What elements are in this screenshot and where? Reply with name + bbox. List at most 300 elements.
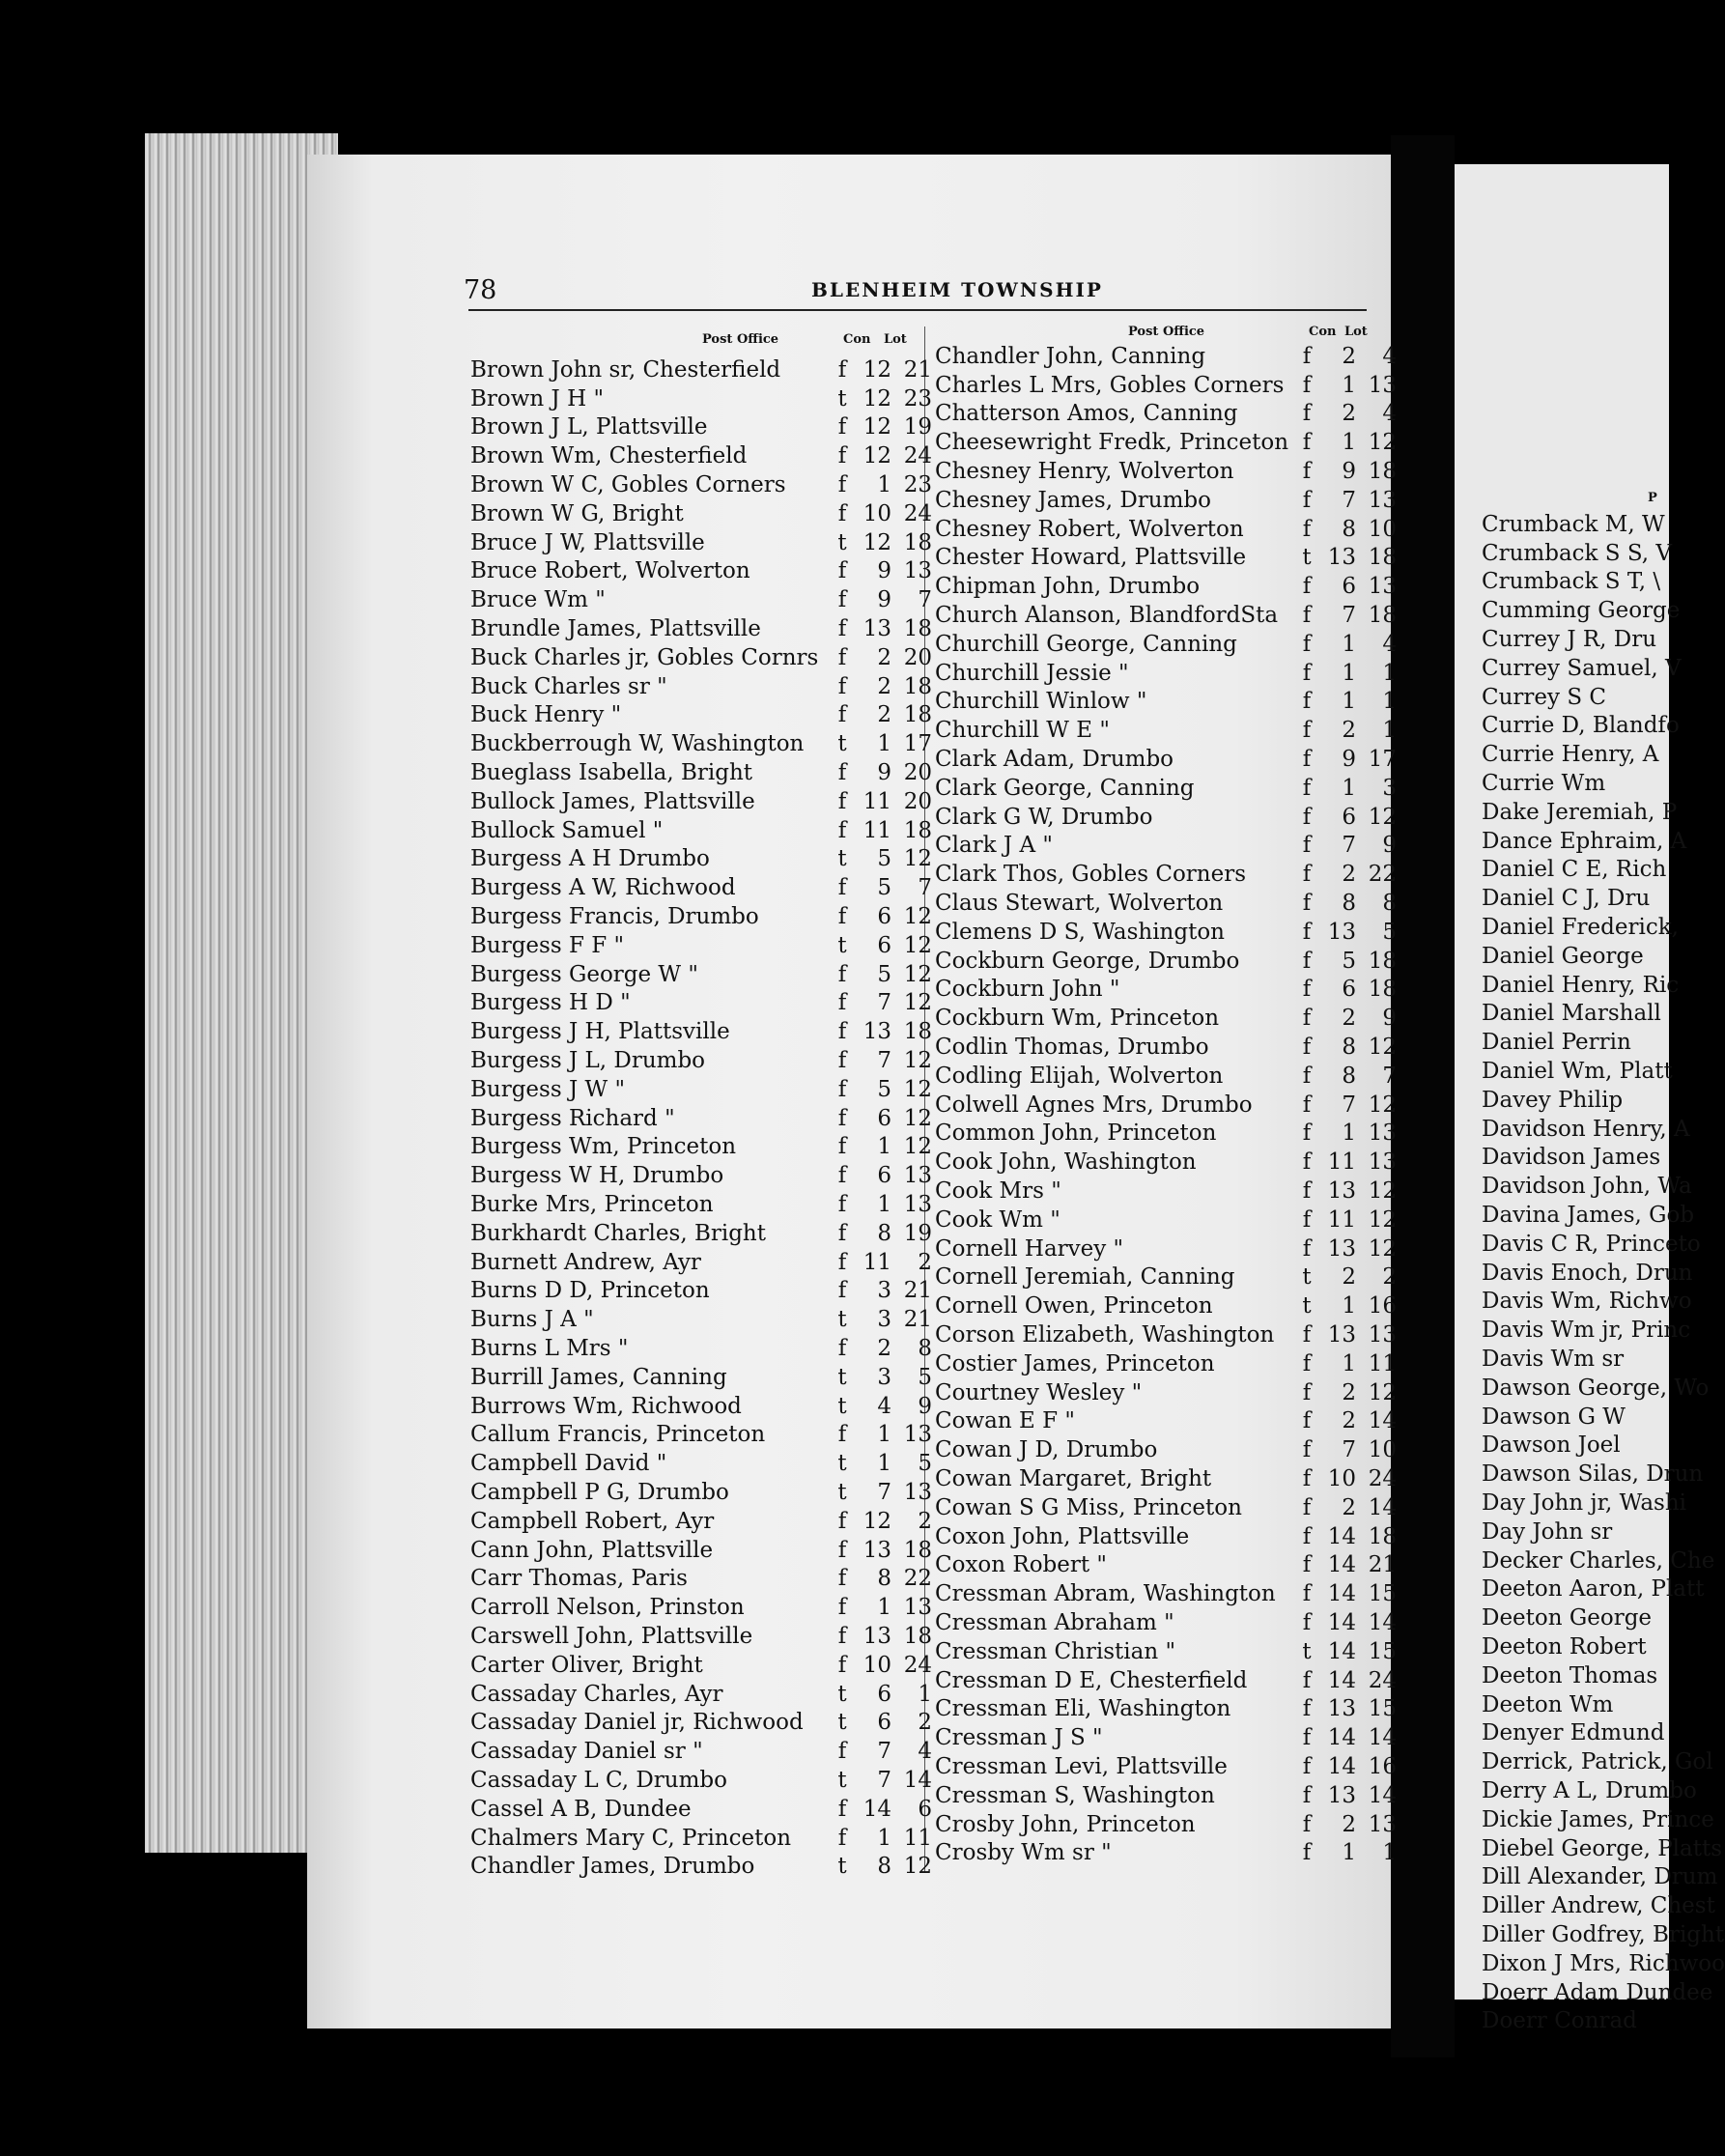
concession-number: 14: [1327, 1638, 1356, 1664]
owner-tenant-code: f: [837, 1019, 847, 1045]
lot-number: 20: [903, 644, 932, 670]
directory-entry: [935, 1320, 1397, 1349]
owner-tenant-code: f: [837, 1220, 847, 1246]
entry-name: Clemens D S, Washington: [935, 919, 1225, 945]
partial-directory-entry: Davis C R, Princeto: [1482, 1231, 1701, 1257]
directory-entry: [470, 1708, 932, 1737]
lot-number: 13: [1368, 1811, 1397, 1837]
owner-tenant-code: t: [837, 1393, 847, 1419]
concession-number: 1: [877, 472, 891, 498]
concession-number: 14: [1327, 1523, 1356, 1549]
lot-number: 12: [1368, 1206, 1397, 1233]
directory-entry: [935, 1349, 1397, 1378]
entry-name: Cook Wm ": [935, 1206, 1060, 1233]
entry-name: Cressman Eli, Washington: [935, 1696, 1231, 1722]
partial-directory-entry: Currey J R, Dru: [1482, 627, 1657, 653]
concession-number: 8: [1342, 1035, 1356, 1061]
lot-number: 10: [1368, 516, 1397, 542]
entry-name: Codlin Thomas, Drumbo: [935, 1035, 1209, 1061]
directory-entry: [935, 745, 1397, 774]
owner-tenant-code: f: [837, 1335, 847, 1361]
directory-entry: [935, 1004, 1397, 1033]
owner-tenant-code: f: [1302, 1149, 1312, 1176]
owner-tenant-code: f: [1302, 747, 1312, 773]
lot-number: 6: [918, 1796, 932, 1822]
entry-name: Clark J A ": [935, 833, 1053, 859]
concession-number: 9: [877, 558, 891, 584]
directory-entry: [470, 1737, 932, 1766]
concession-number: 14: [1327, 1667, 1356, 1693]
directory-entry: [470, 1248, 932, 1277]
directory-entry: [935, 457, 1397, 486]
partial-directory-entry: Doerr Conrad: [1482, 2008, 1637, 2034]
owner-tenant-code: f: [837, 702, 847, 728]
entry-name: Burgess George W ": [470, 961, 698, 987]
lot-number: 12: [903, 961, 932, 987]
directory-entry: [470, 1564, 932, 1593]
lot-number: 12: [903, 932, 932, 958]
lot-number: 4: [918, 1739, 932, 1765]
owner-tenant-code: f: [1302, 1350, 1312, 1376]
owner-tenant-code: f: [1302, 689, 1312, 715]
entry-name: Chatterson Amos, Canning: [935, 401, 1238, 427]
directory-entry: [935, 918, 1397, 947]
concession-number: 12: [862, 1508, 891, 1534]
directory-entry: [470, 1766, 932, 1795]
concession-number: 1: [1342, 372, 1356, 398]
partial-directory-entry: Deeton Wm: [1482, 1691, 1614, 1717]
entry-name: Buckberrough W, Washington: [470, 731, 805, 757]
lot-number: 9: [1382, 1006, 1397, 1032]
directory-entry: [935, 1522, 1397, 1551]
owner-tenant-code: f: [837, 961, 847, 987]
owner-tenant-code: f: [837, 472, 847, 498]
concession-number: 13: [862, 1537, 891, 1563]
lot-number: 18: [1368, 545, 1397, 571]
entry-name: Burgess H D ": [470, 990, 631, 1016]
entry-name: Brown John sr, Chesterfield: [470, 356, 781, 383]
lot-number: 22: [903, 1566, 932, 1592]
owner-tenant-code: f: [837, 558, 847, 584]
concession-number: 1: [1342, 430, 1356, 456]
directory-entry: [470, 1651, 932, 1680]
owner-tenant-code: t: [837, 1364, 847, 1390]
concession-number: 14: [1327, 1581, 1356, 1607]
entry-name: Bueglass Isabella, Bright: [470, 760, 753, 786]
owner-tenant-code: f: [1302, 1753, 1312, 1779]
lot-number: 12: [1368, 1178, 1397, 1204]
partial-directory-entry: Dickie James, Prince: [1482, 1806, 1714, 1832]
lot-number: 12: [903, 846, 932, 872]
directory-entry: [470, 413, 932, 442]
concession-number: 13: [1327, 919, 1356, 945]
partial-directory-entry: Davis Wm sr: [1482, 1347, 1625, 1372]
concession-number: 5: [877, 875, 891, 901]
partial-directory-entry: Currey Samuel, V: [1482, 655, 1682, 681]
lot-number: 13: [903, 558, 932, 584]
entry-name: Cann John, Plattsville: [470, 1537, 714, 1563]
entry-name: Charles L Mrs, Gobles Corners: [935, 372, 1285, 398]
entry-name: Bruce J W, Plattsville: [470, 529, 705, 555]
directory-entry: [935, 371, 1397, 400]
owner-tenant-code: f: [837, 1422, 847, 1448]
concession-number: 7: [1342, 603, 1356, 629]
concession-number: 12: [862, 356, 891, 383]
entry-name: Burke Mrs, Princeton: [470, 1192, 714, 1217]
lot-number: 12: [1368, 1235, 1397, 1262]
concession-number: 11: [862, 788, 891, 814]
lot-number: 5: [1382, 919, 1397, 945]
lot-number: 18: [903, 702, 932, 728]
directory-entry: [935, 572, 1397, 601]
concession-number: 1: [877, 1825, 891, 1851]
entry-name: Cressman Abram, Washington: [935, 1581, 1276, 1607]
directory-entry: [935, 1608, 1397, 1637]
lot-number: 21: [903, 1278, 932, 1304]
entry-name: Clark Adam, Drumbo: [935, 747, 1174, 773]
owner-tenant-code: t: [837, 385, 847, 411]
directory-entry: [935, 1666, 1397, 1695]
concession-number: 13: [1327, 1235, 1356, 1262]
owner-tenant-code: f: [1302, 430, 1312, 456]
entry-name: Crosby John, Princeton: [935, 1811, 1196, 1837]
lot-number: 18: [1368, 1523, 1397, 1549]
entry-name: Chipman John, Drumbo: [935, 574, 1201, 600]
directory-entry: [470, 902, 932, 931]
book-gutter: [1391, 135, 1455, 2057]
concession-number: 8: [1342, 516, 1356, 542]
owner-tenant-code: f: [1302, 833, 1312, 859]
entry-name: Cook John, Washington: [935, 1149, 1197, 1176]
partial-directory-entry: Crumback S S, V: [1482, 540, 1673, 566]
directory-entry: [935, 1062, 1397, 1091]
concession-number: 7: [1342, 487, 1356, 513]
directory-entry: [470, 1392, 932, 1421]
partial-directory-entry: Daniel C J, Dru: [1482, 886, 1651, 912]
owner-tenant-code: f: [837, 500, 847, 526]
lot-number: 1: [918, 1681, 932, 1707]
lot-number: 12: [1368, 804, 1397, 830]
concession-number: 13: [862, 616, 891, 642]
lot-number: 18: [903, 817, 932, 843]
lot-number: 12: [903, 1854, 932, 1880]
concession-number: 1: [877, 1422, 891, 1448]
owner-tenant-code: f: [837, 1652, 847, 1678]
owner-tenant-code: f: [837, 644, 847, 670]
entry-name: Codling Elijah, Wolverton: [935, 1063, 1224, 1089]
owner-tenant-code: f: [837, 1595, 847, 1621]
entry-name: Brown Wm, Chesterfield: [470, 443, 748, 469]
owner-tenant-code: f: [1302, 1465, 1312, 1491]
entry-name: Courtney Wesley ": [935, 1379, 1143, 1405]
concession-number: 1: [1342, 1121, 1356, 1147]
entry-name: Campbell P G, Drumbo: [470, 1479, 729, 1505]
entry-name: Cook Mrs ": [935, 1178, 1061, 1204]
directory-entry: [470, 1795, 932, 1824]
concession-number: 7: [877, 1048, 891, 1074]
entry-name: Burgess J H, Plattsville: [470, 1019, 730, 1045]
entry-name: Cheesewright Fredk, Princeton: [935, 430, 1289, 456]
concession-number: 1: [1342, 1350, 1356, 1376]
lot-number: 13: [903, 1163, 932, 1189]
directory-entry: [470, 1161, 932, 1190]
directory-entry: [935, 774, 1397, 803]
entry-name: Campbell David ": [470, 1451, 667, 1477]
lot-number: 2: [918, 1249, 932, 1275]
directory-entry: [935, 1177, 1397, 1206]
owner-tenant-code: f: [837, 1105, 847, 1131]
owner-tenant-code: f: [837, 414, 847, 440]
concession-number: 2: [877, 702, 891, 728]
directory-entry: [935, 601, 1397, 630]
owner-tenant-code: f: [1302, 1178, 1312, 1204]
concession-number: 2: [1342, 1811, 1356, 1837]
owner-tenant-code: f: [837, 1537, 847, 1563]
concession-number: 2: [1342, 1379, 1356, 1405]
entry-name: Burns L Mrs ": [470, 1335, 629, 1361]
directory-entry: [470, 1104, 932, 1133]
owner-tenant-code: f: [1302, 1581, 1312, 1607]
directory-entry: [470, 1046, 932, 1075]
entry-name: Bruce Robert, Wolverton: [470, 558, 750, 584]
concession-number: 7: [877, 1479, 891, 1505]
owner-tenant-code: f: [1302, 1552, 1312, 1578]
concession-number: 13: [1327, 1321, 1356, 1348]
lot-number: 14: [1368, 1408, 1397, 1434]
concession-number: 5: [877, 846, 891, 872]
partial-directory-entry: Day John jr, Washi: [1482, 1489, 1687, 1516]
entry-name: Brown J H ": [470, 385, 605, 411]
lot-number: 18: [903, 1537, 932, 1563]
lot-number: 18: [903, 1623, 932, 1649]
lot-number: 15: [1368, 1696, 1397, 1722]
directory-entry: [935, 1263, 1397, 1292]
entry-name: Carroll Nelson, Prinston: [470, 1595, 745, 1621]
concession-number: 14: [1327, 1753, 1356, 1779]
directory-entry: [470, 1824, 932, 1853]
owner-tenant-code: f: [1302, 891, 1312, 917]
concession-number: 5: [1342, 948, 1356, 974]
directory-entry: [935, 1206, 1397, 1234]
directory-entry: [935, 1838, 1397, 1867]
entry-name: Cassel A B, Dundee: [470, 1796, 692, 1822]
owner-tenant-code: f: [837, 673, 847, 699]
partial-directory-entry: Daniel George: [1482, 943, 1644, 969]
concession-number: 8: [877, 1854, 891, 1880]
concession-number: 6: [1342, 574, 1356, 600]
owner-tenant-code: f: [837, 1623, 847, 1649]
directory-entry: [935, 1033, 1397, 1062]
owner-tenant-code: f: [1302, 1609, 1312, 1635]
owner-tenant-code: f: [837, 1076, 847, 1102]
entry-name: Brown J L, Plattsville: [470, 414, 708, 440]
entry-name: Clark George, Canning: [935, 775, 1195, 801]
lot-number: 23: [903, 472, 932, 498]
directory-entry: [935, 544, 1397, 573]
directory-entry: [470, 989, 932, 1018]
lot-number: 2: [918, 1508, 932, 1534]
concession-number: 6: [877, 1681, 891, 1707]
lot-number: 2: [1382, 1264, 1397, 1291]
owner-tenant-code: f: [1302, 631, 1312, 657]
lot-number: 13: [903, 1422, 932, 1448]
directory-entry: [935, 486, 1397, 515]
owner-tenant-code: f: [837, 1048, 847, 1074]
lot-number: 9: [918, 1393, 932, 1419]
concession-number: 2: [1342, 718, 1356, 744]
right-partial-column: [1482, 510, 1725, 2035]
directory-entry: [470, 1277, 932, 1306]
partial-directory-entry: Diller Godfrey, Bright: [1482, 1921, 1725, 1947]
directory-entry: [470, 1536, 932, 1565]
owner-tenant-code: f: [837, 1739, 847, 1765]
concession-number: 11: [1327, 1149, 1356, 1176]
partial-directory-entry: Davis Enoch, Drun: [1482, 1260, 1693, 1286]
partial-directory-entry: Decker Charles, Che: [1482, 1547, 1715, 1574]
lot-number: 17: [1368, 747, 1397, 773]
lot-number: 12: [903, 1105, 932, 1131]
partial-directory-entry: Dake Jeremiah, P: [1482, 799, 1678, 825]
right-page: [1455, 164, 1725, 2034]
lot-number: 7: [918, 587, 932, 613]
owner-tenant-code: f: [1302, 919, 1312, 945]
concession-number: 1: [877, 1192, 891, 1217]
lot-number: 16: [1368, 1293, 1397, 1319]
lot-number: 14: [1368, 1494, 1397, 1520]
con-header-left: Con: [843, 332, 871, 347]
partial-directory-entry: Crumback S T, \: [1482, 569, 1661, 595]
directory-entry: [470, 1478, 932, 1507]
lot-number: 15: [1368, 1638, 1397, 1664]
partial-directory-entry: Dance Ephraim, A: [1482, 828, 1687, 854]
lot-number: 1: [1382, 689, 1397, 715]
directory-entry: [935, 1091, 1397, 1120]
owner-tenant-code: f: [837, 587, 847, 613]
concession-number: 2: [1342, 1006, 1356, 1032]
lot-number: 18: [1368, 977, 1397, 1003]
partial-directory-entry: Currie Wm: [1482, 771, 1606, 797]
entry-name: Churchill Winlow ": [935, 689, 1147, 715]
owner-tenant-code: f: [837, 875, 847, 901]
owner-tenant-code: t: [837, 1681, 847, 1707]
owner-tenant-code: t: [837, 1451, 847, 1477]
lot-number: 13: [1368, 372, 1397, 398]
concession-number: 7: [1342, 833, 1356, 859]
entry-name: Callum Francis, Princeton: [470, 1422, 766, 1448]
entry-name: Carr Thomas, Paris: [470, 1566, 688, 1592]
lot-number: 11: [1368, 1350, 1397, 1376]
owner-tenant-code: f: [1302, 1437, 1312, 1463]
directory-entry: [935, 659, 1397, 688]
concession-number: 7: [1342, 1437, 1356, 1463]
owner-tenant-code: f: [837, 788, 847, 814]
lot-number: 21: [903, 356, 932, 383]
lot-number: 13: [903, 1479, 932, 1505]
owner-tenant-code: t: [837, 1767, 847, 1793]
entry-name: Costier James, Princeton: [935, 1350, 1215, 1376]
concession-number: 6: [1342, 977, 1356, 1003]
owner-tenant-code: f: [1302, 372, 1312, 398]
concession-number: 2: [1342, 1264, 1356, 1291]
lot-number: 14: [1368, 1782, 1397, 1808]
entry-name: Burgess Francis, Drumbo: [470, 904, 759, 930]
directory-entry: [470, 1133, 932, 1162]
partial-directory-entry: Deeton George: [1482, 1605, 1653, 1631]
concession-number: 11: [862, 1249, 891, 1275]
lot-number: 18: [1368, 948, 1397, 974]
directory-entry: [935, 1810, 1397, 1839]
lot-number: 7: [1382, 1063, 1397, 1089]
partial-directory-entry: Davidson James: [1482, 1145, 1661, 1171]
directory-entry: [470, 384, 932, 413]
lot-number: 22: [1368, 862, 1397, 888]
lot-number: 24: [903, 1652, 932, 1678]
lot-number: 14: [1368, 1725, 1397, 1751]
lot-number: 13: [1368, 1321, 1397, 1348]
lot-number: 13: [1368, 1121, 1397, 1147]
lot-number: 12: [1368, 1035, 1397, 1061]
partial-directory-entry: Daniel Henry, Ric: [1482, 972, 1680, 998]
directory-entry: [470, 643, 932, 672]
entry-name: Chester Howard, Plattsville: [935, 545, 1247, 571]
entry-name: Chesney James, Drumbo: [935, 487, 1211, 513]
entry-name: Chalmers Mary C, Princeton: [470, 1825, 792, 1851]
entry-name: Coxon Robert ": [935, 1552, 1108, 1578]
directory-entry: [470, 1507, 932, 1536]
lot-number: 12: [903, 990, 932, 1016]
lot-number: 1: [1382, 718, 1397, 744]
lot-number: 13: [1368, 574, 1397, 600]
owner-tenant-code: t: [837, 846, 847, 872]
concession-number: 10: [862, 500, 891, 526]
concession-number: 4: [877, 1393, 891, 1419]
lot-number: 18: [903, 616, 932, 642]
partial-directory-entry: Davis Wm jr, Princ: [1482, 1318, 1691, 1344]
directory-entry: [470, 1622, 932, 1651]
lot-number: 23: [903, 385, 932, 411]
directory-entry: [470, 1190, 932, 1219]
concession-number: 2: [1342, 401, 1356, 427]
lot-number: 18: [903, 1019, 932, 1045]
owner-tenant-code: f: [837, 1134, 847, 1160]
entry-name: Clark G W, Drumbo: [935, 804, 1153, 830]
entry-name: Cressman J S ": [935, 1725, 1103, 1751]
concession-number: 1: [877, 1595, 891, 1621]
concession-number: 6: [877, 1710, 891, 1736]
concession-number: 3: [877, 1364, 891, 1390]
owner-tenant-code: f: [1302, 1667, 1312, 1693]
lot-number: 4: [1382, 631, 1397, 657]
lot-number: 1: [1382, 1840, 1397, 1866]
concession-number: 9: [1342, 459, 1356, 485]
lot-header-middle: Lot: [1344, 325, 1368, 339]
entry-name: Cornell Harvey ": [935, 1235, 1124, 1262]
directory-entry: [470, 528, 932, 557]
partial-directory-entry: Currie Henry, A: [1482, 742, 1659, 768]
directory-entry: [470, 441, 932, 470]
partial-directory-entry: Diebel George, Platts: [1482, 1835, 1723, 1861]
entry-name: Buck Charles jr, Gobles Cornrs: [470, 644, 819, 670]
concession-number: 1: [1342, 689, 1356, 715]
concession-number: 7: [1342, 1092, 1356, 1118]
concession-number: 2: [877, 644, 891, 670]
owner-tenant-code: t: [837, 1479, 847, 1505]
owner-tenant-code: t: [1302, 545, 1312, 571]
concession-number: 9: [877, 760, 891, 786]
owner-tenant-code: f: [1302, 516, 1312, 542]
directory-entry: [470, 1334, 932, 1363]
directory-entry: [470, 1305, 932, 1334]
